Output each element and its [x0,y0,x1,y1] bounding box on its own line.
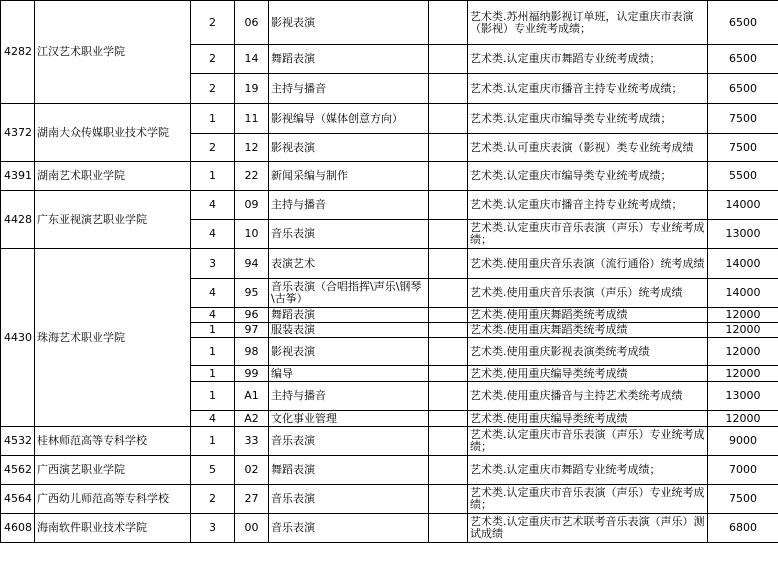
plan-count-cell: 2 [191,485,235,514]
remark-cell: 艺术类.认定重庆市音乐表演（声乐）专业统考成绩； [468,427,708,456]
major-code-cell: 94 [235,249,269,279]
major-name-cell: 文化事业管理 [269,411,429,427]
tuition-cell: 13000 [708,382,778,411]
blank-cell [429,45,468,74]
tuition-cell: 7500 [708,104,778,134]
major-code-cell: 12 [235,134,269,162]
blank-cell [429,1,468,45]
major-name-cell: 音乐表演 [269,427,429,456]
blank-cell [429,411,468,427]
school-code-cell: 4428 [1,191,35,249]
blank-cell [429,104,468,134]
remark-cell: 艺术类.认定重庆市编导类专业统考成绩； [468,162,708,191]
major-name-cell: 主持与播音 [269,191,429,220]
major-name-cell: 舞蹈表演 [269,308,429,323]
blank-cell [429,249,468,279]
major-name-cell: 表演艺术 [269,249,429,279]
plan-count-cell: 1 [191,162,235,191]
school-name-cell: 广西幼儿师范高等专科学校 [35,485,191,514]
tuition-cell: 6500 [708,1,778,45]
tuition-cell: 5500 [708,162,778,191]
major-code-cell: 00 [235,514,269,543]
plan-count-cell: 2 [191,74,235,104]
table-row [1,191,778,220]
school-name-cell: 珠海艺术职业学院 [35,249,191,427]
remark-cell: 艺术类.使用重庆播音与主持艺术类统考成绩 [468,382,708,411]
plan-count-cell: 4 [191,411,235,427]
major-code-cell: 06 [235,1,269,45]
remark-cell: 艺术类.使用重庆编导类统考成绩 [468,366,708,382]
tuition-cell: 12000 [708,308,778,323]
table-row [1,104,778,134]
major-name-cell: 音乐表演 [269,220,429,249]
blank-cell [429,220,468,249]
major-code-cell: 09 [235,191,269,220]
school-name-cell: 湖南大众传媒职业技术学院 [35,104,191,162]
table-row [1,456,778,485]
major-code-cell: 22 [235,162,269,191]
major-code-cell: 19 [235,74,269,104]
table-body [1,1,778,543]
major-code-cell: 95 [235,279,269,308]
plan-count-cell: 5 [191,456,235,485]
major-name-cell: 服装表演 [269,323,429,338]
blank-cell [429,456,468,485]
plan-count-cell: 1 [191,366,235,382]
remark-cell: 艺术类.使用重庆舞蹈类统考成绩 [468,323,708,338]
major-name-cell: 舞蹈表演 [269,456,429,485]
plan-count-cell: 3 [191,514,235,543]
blank-cell [429,279,468,308]
major-name-cell: 音乐表演 [269,485,429,514]
school-name-cell: 广西演艺职业学院 [35,456,191,485]
major-code-cell: 33 [235,427,269,456]
school-name-cell: 桂林师范高等专科学校 [35,427,191,456]
major-code-cell: A2 [235,411,269,427]
remark-cell: 艺术类.使用重庆编导类统考成绩 [468,411,708,427]
plan-count-cell: 4 [191,220,235,249]
remark-cell: 艺术类.认定重庆市播音主持专业统考成绩； [468,74,708,104]
major-name-cell: 影视表演 [269,1,429,45]
school-code-cell: 4430 [1,249,35,427]
remark-cell: 艺术类.使用重庆音乐表演（声乐）统考成绩 [468,279,708,308]
school-code-cell: 4608 [1,514,35,543]
blank-cell [429,366,468,382]
major-name-cell: 新闻采编与制作 [269,162,429,191]
remark-cell: 艺术类.使用重庆音乐表演（流行通俗）统考成绩 [468,249,708,279]
remark-cell: 艺术类.使用重庆舞蹈类统考成绩 [468,308,708,323]
major-code-cell: 11 [235,104,269,134]
plan-count-cell: 1 [191,427,235,456]
tuition-cell: 6500 [708,74,778,104]
plan-count-cell: 4 [191,279,235,308]
major-name-cell: 主持与播音 [269,382,429,411]
tuition-cell: 13000 [708,220,778,249]
tuition-cell: 12000 [708,366,778,382]
school-code-cell: 4532 [1,427,35,456]
table-row [1,514,778,543]
major-code-cell: 14 [235,45,269,74]
major-name-cell: 影视表演 [269,134,429,162]
tuition-cell: 9000 [708,427,778,456]
school-name-cell: 湖南艺术职业学院 [35,162,191,191]
blank-cell [429,338,468,366]
remark-cell: 艺术类.认定重庆市音乐表演（声乐）专业统考成绩； [468,485,708,514]
tuition-cell: 6500 [708,45,778,74]
plan-count-cell: 4 [191,308,235,323]
blank-cell [429,162,468,191]
remark-cell: 艺术类.认定重庆市音乐表演（声乐）专业统考成绩； [468,220,708,249]
tuition-cell: 7500 [708,134,778,162]
remark-cell: 艺术类.使用重庆影视表演类统考成绩 [468,338,708,366]
school-code-cell: 4564 [1,485,35,514]
school-name-cell: 海南软件职业技术学院 [35,514,191,543]
tuition-cell: 14000 [708,191,778,220]
blank-cell [429,382,468,411]
blank-cell [429,485,468,514]
remark-cell: 艺术类.认定重庆市艺术联考音乐表演（声乐）测试成绩 [468,514,708,543]
plan-count-cell: 4 [191,191,235,220]
school-name-cell: 江汉艺术职业学院 [35,1,191,104]
major-code-cell: 97 [235,323,269,338]
school-code-cell: 4372 [1,104,35,162]
major-code-cell: A1 [235,382,269,411]
blank-cell [429,74,468,104]
major-name-cell: 编导 [269,366,429,382]
tuition-cell: 12000 [708,323,778,338]
remark-cell: 艺术类.认定重庆市播音主持专业统考成绩； [468,191,708,220]
school-code-cell: 4391 [1,162,35,191]
table-row [1,249,778,279]
remark-cell: 艺术类.苏州福纳影视订单班，认定重庆市表演（影视）专业统考成绩； [468,1,708,45]
major-name-cell: 舞蹈表演 [269,45,429,74]
tuition-cell: 14000 [708,249,778,279]
blank-cell [429,191,468,220]
blank-cell [429,308,468,323]
blank-cell [429,323,468,338]
plan-count-cell: 1 [191,104,235,134]
major-name-cell: 主持与播音 [269,74,429,104]
plan-count-cell: 1 [191,338,235,366]
school-code-cell: 4562 [1,456,35,485]
remark-cell: 艺术类.认定重庆市编导类专业统考成绩； [468,104,708,134]
school-code-cell: 4282 [1,1,35,104]
table-row [1,485,778,514]
major-code-cell: 02 [235,456,269,485]
blank-cell [429,514,468,543]
plan-count-cell: 2 [191,1,235,45]
major-code-cell: 96 [235,308,269,323]
table-row [1,1,778,45]
tuition-cell: 12000 [708,338,778,366]
major-code-cell: 27 [235,485,269,514]
major-name-cell: 影视表演 [269,338,429,366]
tuition-cell: 12000 [708,411,778,427]
school-name-cell: 广东亚视演艺职业学院 [35,191,191,249]
major-name-cell: 影视编导（媒体创意方向） [269,104,429,134]
major-code-cell: 99 [235,366,269,382]
tuition-cell: 14000 [708,279,778,308]
table-row [1,427,778,456]
major-name-cell: 音乐表演 [269,514,429,543]
remark-cell: 艺术类.认可重庆表演（影视）类专业统考成绩 [468,134,708,162]
major-code-cell: 98 [235,338,269,366]
plan-count-cell: 2 [191,134,235,162]
tuition-cell: 7000 [708,456,778,485]
table-row [1,162,778,191]
tuition-cell: 6800 [708,514,778,543]
plan-count-cell: 2 [191,45,235,74]
major-code-cell: 10 [235,220,269,249]
blank-cell [429,134,468,162]
major-name-cell: 音乐表演（合唱指挥\声乐\钢琴\古筝） [269,279,429,308]
plan-count-cell: 3 [191,249,235,279]
blank-cell [429,427,468,456]
plan-count-cell: 1 [191,382,235,411]
plan-count-cell: 1 [191,323,235,338]
remark-cell: 艺术类.认定重庆市舞蹈专业统考成绩； [468,456,708,485]
remark-cell: 艺术类.认定重庆市舞蹈专业统考成绩； [468,45,708,74]
tuition-cell: 7500 [708,485,778,514]
